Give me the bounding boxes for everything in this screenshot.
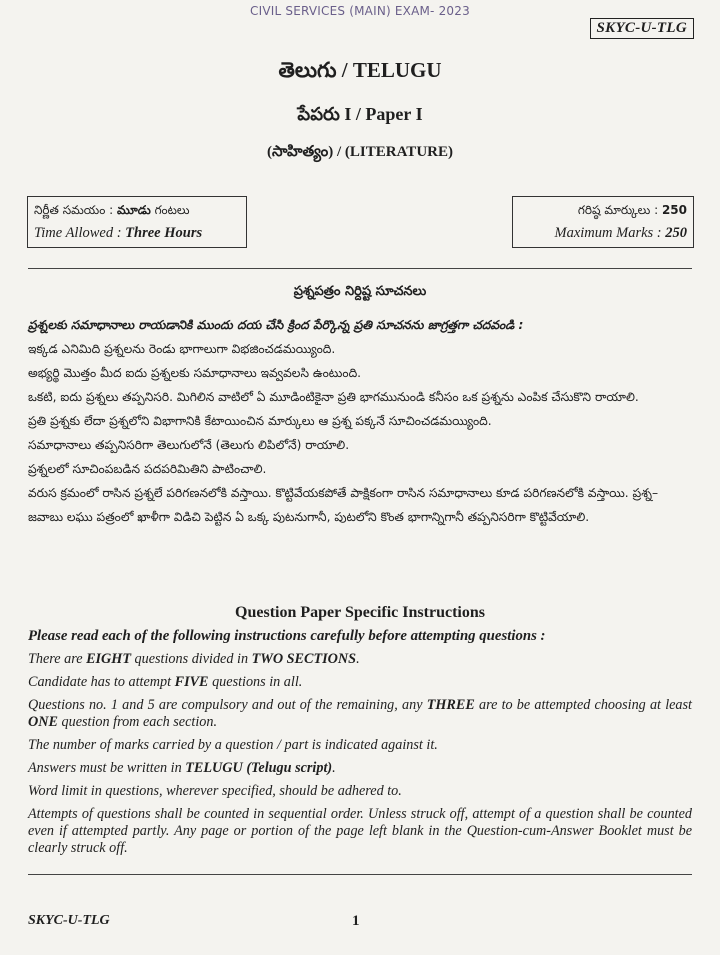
instruction-attempt-count: Candidate has to attempt FIVE questions in all. xyxy=(28,674,303,690)
time-allowed-telugu: నిర్ణీత సమయం : మూడు గంటలు xyxy=(34,203,190,217)
exam-header: CIVIL SERVICES (MAIN) EXAM- 2023 xyxy=(250,4,470,18)
telugu-instructions xyxy=(28,313,692,529)
telugu-instruction-item: ప్రశ్నలలో సూచింపబడిన పదపరిమితిని పాటించాలి. xyxy=(28,462,267,476)
footer-paper-code: SKYC-U-TLG xyxy=(28,913,110,928)
divider xyxy=(28,268,692,269)
subject-title: (సాహిత్యం) / (LITERATURE) xyxy=(267,144,453,160)
page-number: 1 xyxy=(352,913,360,929)
instruction-question-count: There are EIGHT questions divided in TWO SECTIONS. xyxy=(28,651,360,667)
english-instructions xyxy=(28,628,692,863)
telugu-instruction-item: వరుస క్రమంలో రాసిన ప్రశ్నలే పరిగణనలోకి వస్తాయి. కొట్టివేయకపోతే పాక్షికంగా రాసిన సమాధానాలు కూడ పరిగణనలోకి వస్తాయి. ప్రశ్న–జవాబు లఘు పత్రంలో ఖాళీగా విడిచి పెట్టిన ఏ ఒక్క పుటనుగానీ, పుటలోని కొంత భాగాన్నిగానీ తప్పనిసరిగా కొట్టివేయాలి. xyxy=(28,486,659,524)
time-allowed-box xyxy=(27,196,247,248)
paper-code-box: SKYC-U-TLG xyxy=(590,18,695,39)
telugu-instructions-lead: ప్రశ్నలకు సమాధానాలు రాయడానికి ముందు దయ చేసి క్రింద పేర్కొన్న ప్రతి సూచనను జాగ్రత్తగా చదవండి : xyxy=(28,318,524,332)
instruction-sequential-order: Attempts of questions shall be counted in sequential order. Unless struck off, attempt of a question shall be counted even if attempted partly. Any page or portion of the page left blank in the Question-cum-Answer Booklet must be clearly struck off. xyxy=(28,806,692,856)
instruction-marks: The number of marks carried by a question / part is indicated against it. xyxy=(28,737,438,753)
divider xyxy=(28,874,692,875)
time-allowed-english: Time Allowed : Three Hours xyxy=(34,225,203,241)
telugu-instructions-heading: ప్రశ్నపత్రం నిర్దిష్ట సూచనలు xyxy=(293,284,427,299)
maximum-marks-english: Maximum Marks : 250 xyxy=(554,225,687,241)
telugu-instruction-item: అభ్యర్థి మొత్తం మీద ఐదు ప్రశ్నలకు సమాధానాలు ఇవ్వవలసి ఉంటుంది. xyxy=(28,366,362,380)
instruction-language: Answers must be written in TELUGU (Telugu script). xyxy=(28,760,336,776)
paper-title: పేపరు I / Paper I xyxy=(297,104,423,124)
telugu-instruction-item: ప్రతి ప్రశ్నకు లేదా ప్రశ్నలోని విభాగానికి కేటాయించిన మార్కులు ఆ ప్రశ్న పక్కనే సూచించడమయ్యింది. xyxy=(28,414,492,428)
language-title: తెలుగు / TELUGU xyxy=(278,58,442,82)
telugu-instruction-item: ఒకటి, ఐదు ప్రశ్నలు తప్పనిసరి. మిగిలిన వాటిలో ఏ మూడింటికైనా ప్రతి భాగమునుండి కనీసం ఒక ప్రశ్నను ఎంపిక చేసుకొని రాయాలి. xyxy=(28,390,639,404)
instruction-compulsory: Questions no. 1 and 5 are compulsory and out of the remaining, any THREE are to be attempted choosing at least ONE question from each section. xyxy=(28,697,692,730)
maximum-marks-telugu: గరిష్ఠ మార్కులు : 250 xyxy=(577,203,687,217)
telugu-instruction-item: సమాధానాలు తప్పనిసరిగా తెలుగులోనే (తెలుగు లిపిలోనే) రాయాలి. xyxy=(28,438,350,452)
instruction-word-limit: Word limit in questions, wherever specified, should be adhered to. xyxy=(28,783,402,799)
telugu-instruction-item: ఇక్కడ ఎనిమిది ప్రశ్నలను రెండు భాగాలుగా విభజించడమయ్యింది. xyxy=(28,342,336,356)
maximum-marks-box xyxy=(512,196,694,248)
english-instructions-heading: Question Paper Specific Instructions xyxy=(235,604,485,621)
english-instructions-lead: Please read each of the following instructions carefully before attempting questions : xyxy=(28,628,546,644)
